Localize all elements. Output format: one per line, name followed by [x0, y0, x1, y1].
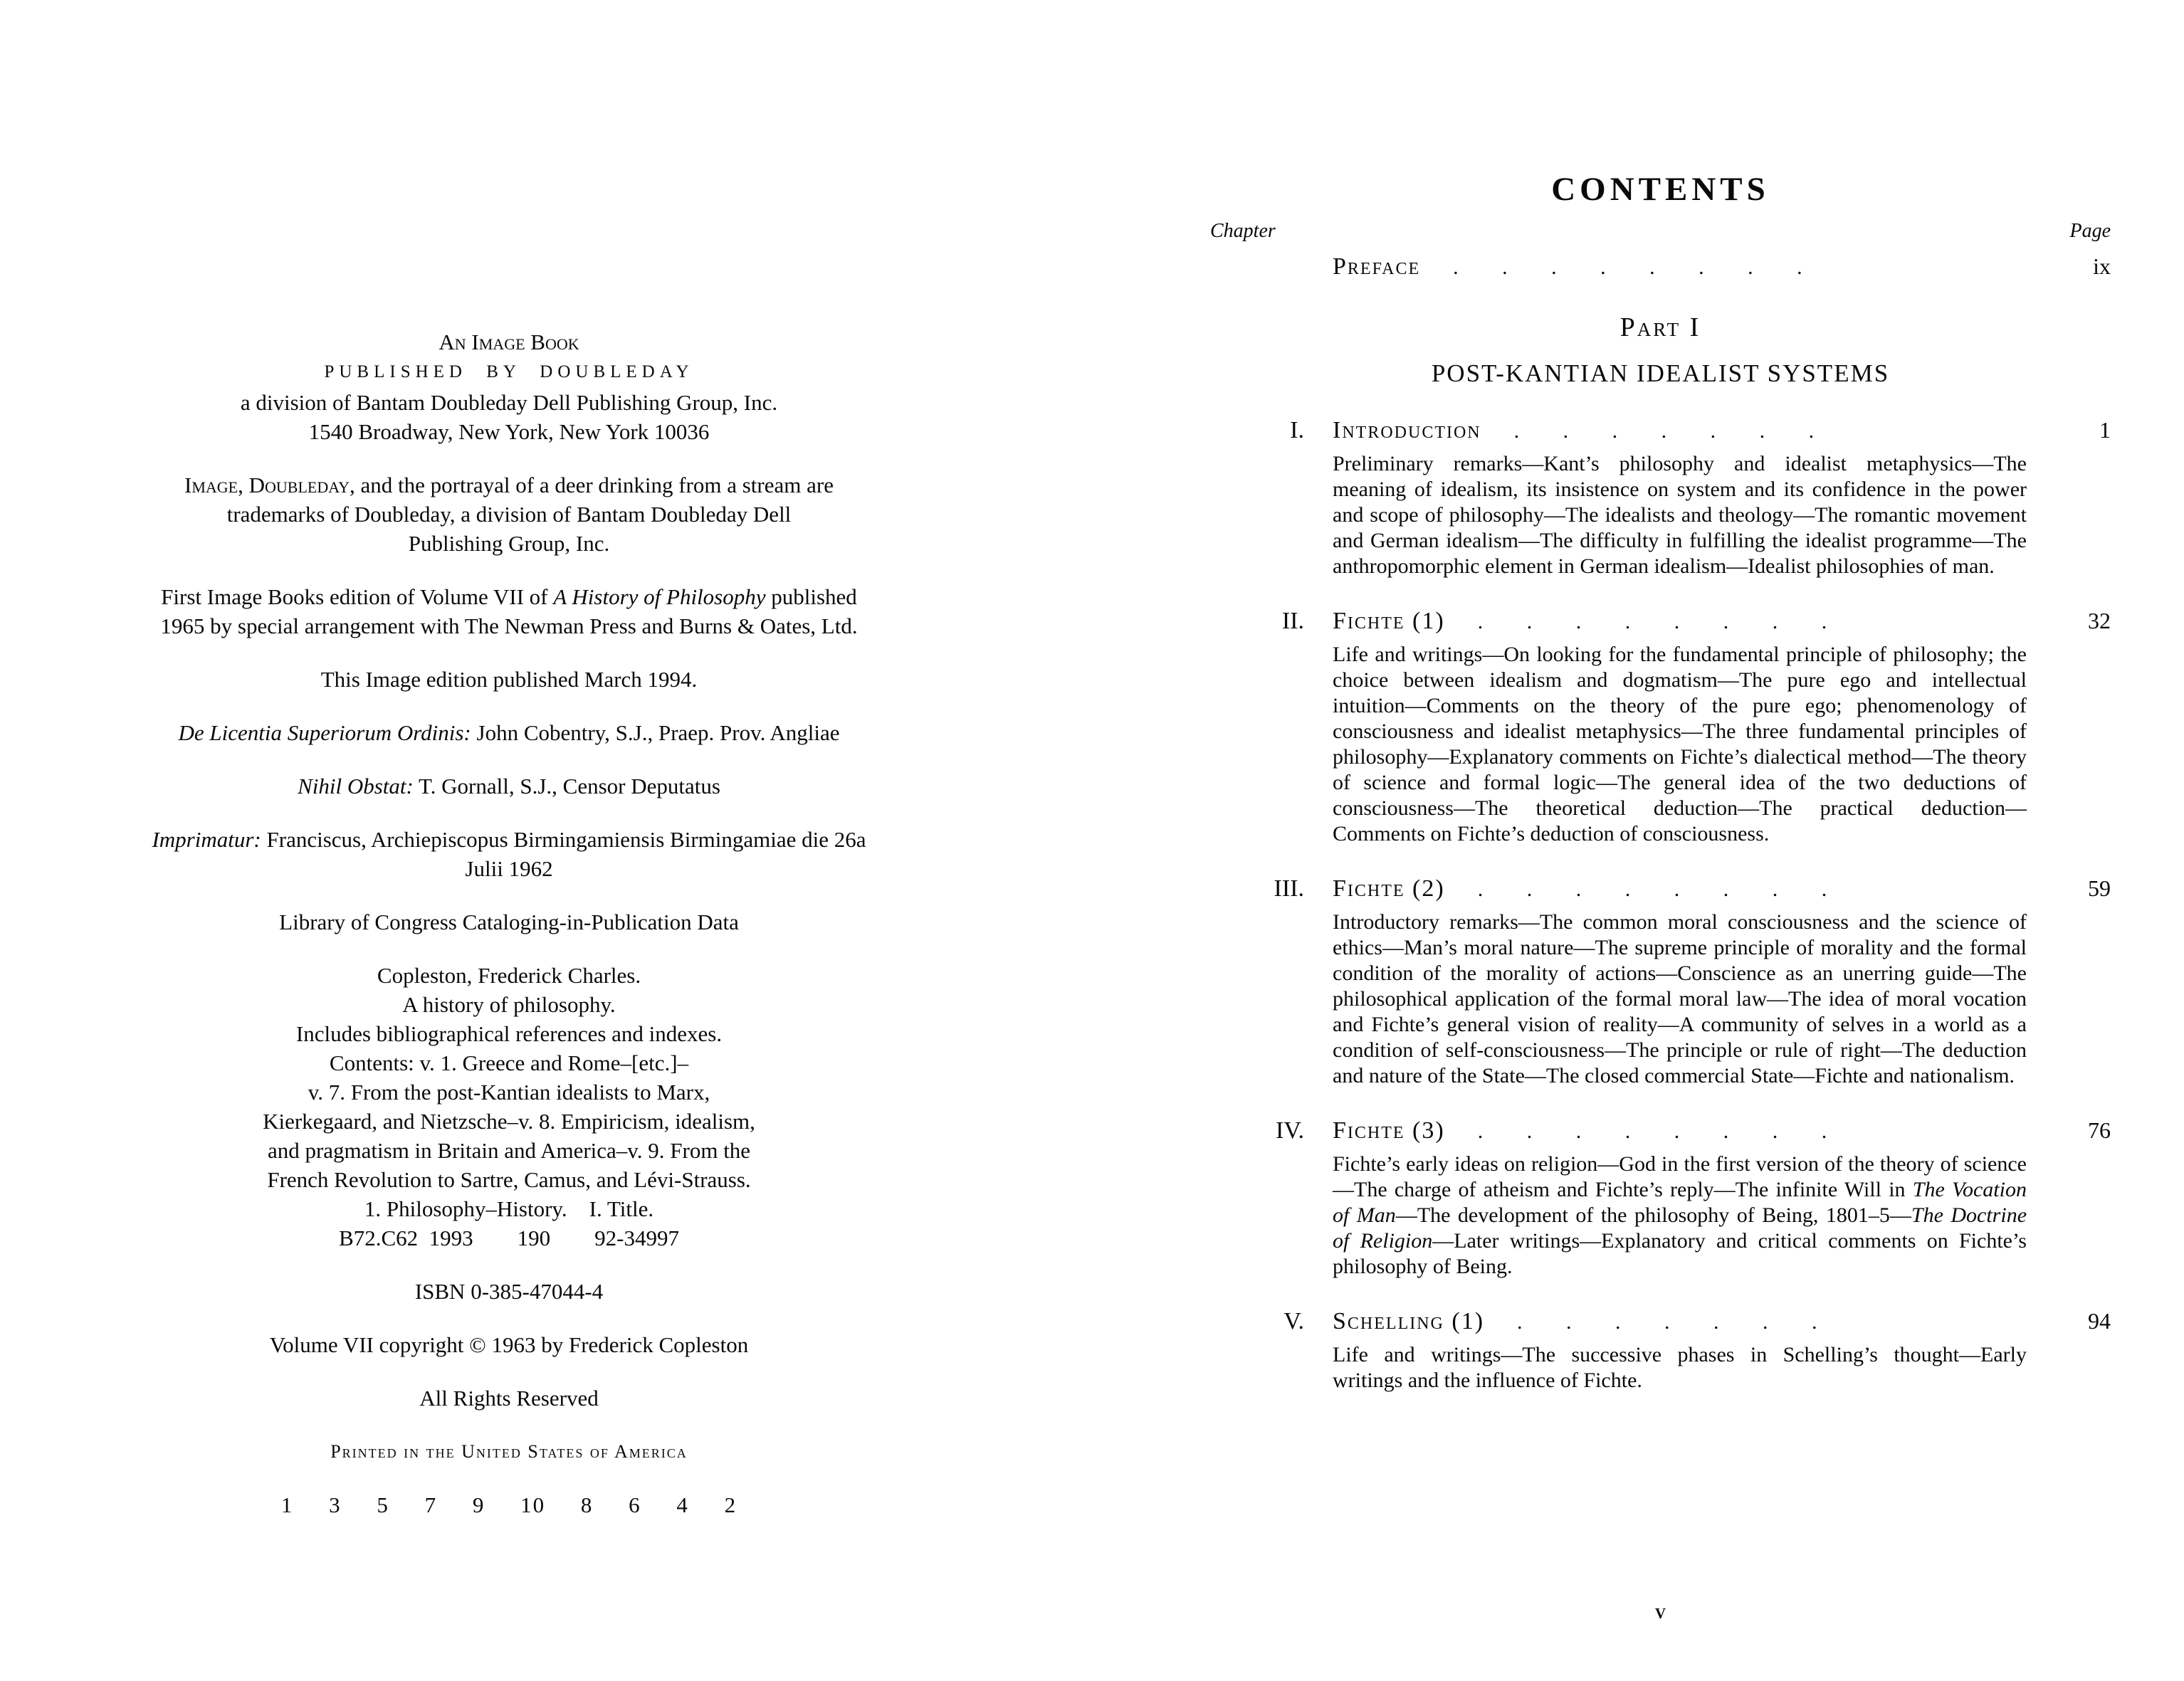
colophon-block [64, 961, 954, 1253]
text-segment: De Licentia Superiorum Ordinis: [178, 720, 471, 745]
text-segment: An Image Book [439, 330, 579, 354]
colophon-block [64, 1384, 954, 1413]
text-segment: 1540 Broadway, New York, New York 10036 [308, 419, 710, 444]
text-segment: Life and writings—On looking for the fundamental principle of philosophy; the choice between idealism and dogmatism—The pure ego and intellectual intuition—Comments on the theory of the pure ego; phenomenology of consciousness and idealist metaphysics—The three fundamental principles of philosophy—Explanatory comments on Fichte’s dialectical method—The theory of science and formal logic—The general idea of the two deductions of consciousness—The theoretical deduction—The practical deduction—Comments on Fichte’s deduction of consciousness. [1333, 643, 2027, 845]
text-segment: T. Gornall, S.J., Censor Deputatus [413, 774, 720, 799]
colophon-block [64, 718, 954, 747]
text-segment: Contents: v. 1. Greece and Rome–[etc.]– [329, 1050, 689, 1075]
text-segment: v. 7. From the post-Kantian idealists to Marx, [308, 1080, 710, 1105]
page-folio: v [1654, 1600, 1666, 1623]
part-heading: Part I [1619, 312, 1701, 342]
colophon-block [64, 825, 954, 883]
colophon-line [64, 417, 954, 446]
text-segment: Volume VII copyright © 1963 by Frederick Copleston [269, 1332, 749, 1357]
page-number: 32 [2088, 608, 2111, 633]
text-segment: PUBLISHED BY DOUBLEDAY [324, 362, 694, 381]
text-segment: The Vocation of Man [1333, 1178, 2027, 1227]
toc-entry-row [1210, 605, 2111, 638]
text-segment: The Doctrine of Religion [1333, 1203, 2027, 1253]
colophon-block [64, 1437, 954, 1466]
colophon-line [64, 327, 954, 357]
text-segment: Kierkegaard, and Nietzsche–v. 8. Empiricism, idealism, [263, 1109, 755, 1134]
chapter-numeral: II. [1281, 608, 1304, 634]
chapter-title: Fichte (2) [1333, 875, 1445, 902]
colophon-block [64, 907, 954, 937]
text-segment: Copleston, Frederick Charles. [377, 963, 641, 988]
chapter-description [1333, 642, 2027, 847]
toc-entry [1210, 1114, 2111, 1280]
colophon-line [64, 771, 954, 801]
colophon-block [64, 1277, 954, 1306]
colophon-line [64, 357, 954, 388]
text-segment: Preliminary remarks—Kant’s philosophy and idealist metaphysics—The meaning of idealism, its insistence on system and its confidence in the power and scope of philosophy—The idealists and theology—The romantic movement and German idealism—The difficulty in fulfilling the idealist programme—The anthropomorphic element in German idealism—Idealist philosophies of man. [1333, 452, 2027, 578]
chapter-numeral: V. [1283, 1308, 1304, 1334]
colophon-line [64, 1048, 954, 1077]
text-segment: trademarks of Doubleday, a division of Bantam Doubleday Dell [226, 502, 792, 527]
text-segment: John Cobentry, S.J., Praep. Prov. Angliae [471, 720, 840, 745]
chapter-title: Fichte (3) [1333, 1117, 1445, 1144]
colophon-line [64, 529, 954, 558]
contents-page [1210, 169, 2111, 1393]
text-segment: ISBN 0-385-47044-4 [414, 1279, 604, 1304]
page-number: 59 [2088, 875, 2111, 901]
text-segment: 1965 by special arrangement with The Newman Press and Burns & Oates, Ltd. [160, 613, 858, 638]
colophon-line [64, 1330, 954, 1359]
leader-dots: . . . . . . . [1517, 1310, 1817, 1334]
colophon-line [64, 907, 954, 937]
colophon-line [64, 718, 954, 747]
colophon-block [64, 470, 954, 558]
colophon-block [64, 1330, 954, 1359]
colophon-line [64, 825, 954, 854]
colophon-line [64, 1165, 954, 1194]
chapter-column-label: Chapter [1210, 220, 1276, 242]
text-segment: Life and writings—The successive phases in Schelling’s thought—Early writings and the influence of Fichte. [1333, 1343, 2027, 1392]
colophon-line [64, 470, 954, 500]
text-segment: This Image edition published March 1994. [320, 667, 698, 692]
text-segment: a division of Bantam Doubleday Dell Publishing Group, Inc. [240, 390, 778, 415]
text-segment: Fichte’s early ideas on religion—God in the first version of the theory of science—The charge of atheism and Fichte’s reply—The infinite Will in [1333, 1152, 2027, 1201]
toc-entry-row [1210, 1114, 2111, 1147]
chapter-description [1333, 1152, 2027, 1280]
text-segment: Julii 1962 [465, 856, 553, 881]
page-number: 94 [2088, 1308, 2111, 1334]
chapter-title: Fichte (1) [1333, 608, 1445, 634]
toc-entry-row [1210, 414, 2111, 447]
leader-dots: . . . . . . . . [1477, 878, 1827, 901]
colophon-line [64, 1136, 954, 1165]
text-segment: —The development of the philosophy of Being, 1801–5— [1395, 1203, 1911, 1227]
colophon-line [64, 500, 954, 529]
text-segment: and the portrayal of a deer drinking from a stream are [355, 473, 834, 497]
text-segment: Franciscus, Archiepiscopus Birmingamiensis Birmingamiae die 26a [261, 827, 866, 852]
chapter-numeral: IV. [1276, 1117, 1304, 1144]
chapter-title: Introduction [1333, 417, 1481, 443]
colophon-line [64, 388, 954, 417]
colophon-line [64, 1437, 954, 1466]
text-segment: Includes bibliographical references and indexes. [295, 1021, 723, 1046]
colophon-line [64, 611, 954, 641]
text-segment: Printed in the United States of America [330, 1441, 688, 1462]
leader-dots: . . . . . . . [1513, 419, 1815, 443]
page-title: CONTENTS [1551, 171, 1770, 208]
text-segment: Publishing Group, Inc. [408, 531, 610, 556]
colophon-block [64, 327, 954, 446]
colophon-line [64, 854, 954, 883]
text-segment: Imprimatur: [152, 827, 261, 852]
text-segment: French Revolution to Sartre, Camus, and Lévi-Strauss. [267, 1167, 751, 1192]
text-segment: Nihil Obstat: [298, 774, 414, 799]
page-number: 76 [2088, 1117, 2111, 1143]
copyright-page [64, 327, 954, 1544]
leader-dots: . . . . . . . . [1477, 610, 1827, 633]
text-segment: Library of Congress Cataloging-in-Publication Data [279, 910, 739, 934]
chapter-numeral: III. [1274, 875, 1304, 902]
text-segment: —Later writings—Explanatory and critical comments on Fichte’s philosophy of Being. [1333, 1229, 2027, 1278]
page-number: 1 [2099, 417, 2111, 443]
leader-dots: . . . . . . . . [1453, 255, 1802, 279]
colophon-line [64, 990, 954, 1019]
chapter-title: Schelling (1) [1333, 1308, 1485, 1334]
chapter-numeral: I. [1290, 417, 1304, 443]
colophon-line [64, 582, 954, 611]
text-segment: All Rights Reserved [419, 1386, 599, 1411]
leader-dots: . . . . . . . . [1477, 1119, 1827, 1143]
colophon-block [64, 1490, 954, 1519]
toc-entry-row [1210, 251, 2111, 283]
text-segment: Image, Doubleday, [184, 473, 355, 497]
text-segment: 1 3 5 7 9 10 8 6 4 2 [280, 1492, 737, 1517]
text-segment: First Image Books edition of Volume VII of [161, 584, 554, 609]
colophon-block [64, 771, 954, 801]
colophon-line [64, 1194, 954, 1223]
colophon-line [64, 1223, 954, 1253]
toc-entry-row [1210, 1305, 2111, 1338]
toc-entry-list [1210, 414, 2111, 1393]
text-segment: and pragmatism in Britain and America–v. 9. From the [267, 1138, 751, 1163]
toc-entry [1210, 414, 2111, 579]
text-segment: A history of philosophy. [402, 992, 616, 1017]
text-segment: A History of Philosophy [553, 584, 766, 609]
chapter-title: Preface [1333, 253, 1421, 280]
colophon-block [64, 665, 954, 694]
page-number: ix [2093, 253, 2111, 279]
colophon-line [64, 1384, 954, 1413]
colophon-line [64, 665, 954, 694]
text-segment: Introductory remarks—The common moral consciousness and the science of ethics—Man’s moral nature—The supreme principle of morality and the formal condition of the morality of actions—Conscience as an unerring guide—The philosophical application of the formal moral law—The idea of moral vocation and Fichte’s general vision of reality—A community of selves in a world as a condition of self-consciousness—The principle or rule of right—The deduction and nature of the State—The closed commercial State—Fichte and nationalism. [1333, 910, 2027, 1087]
colophon-block [64, 582, 954, 641]
colophon-line [64, 1490, 954, 1519]
chapter-description [1333, 910, 2027, 1089]
toc-entry [1210, 605, 2111, 847]
part-subtitle: POST-KANTIAN IDEALIST SYSTEMS [1431, 359, 1890, 387]
page-column-label: Page [2069, 220, 2111, 242]
chapter-description [1333, 1342, 2027, 1393]
colophon-line [64, 1077, 954, 1107]
toc-entry-row [1210, 873, 2111, 905]
preface-entry [1210, 251, 2111, 283]
toc-entry [1210, 1305, 2111, 1393]
text-segment: B72.C62 1993 190 92-34997 [339, 1226, 679, 1250]
chapter-description [1333, 451, 2027, 579]
colophon-line [64, 1019, 954, 1048]
text-segment: 1. Philosophy–History. I. Title. [364, 1196, 654, 1221]
colophon-line [64, 1277, 954, 1306]
toc-entry [1210, 873, 2111, 1089]
colophon-line [64, 961, 954, 990]
colophon-line [64, 1107, 954, 1136]
column-labels [1210, 219, 2111, 243]
text-segment: published [765, 584, 857, 609]
